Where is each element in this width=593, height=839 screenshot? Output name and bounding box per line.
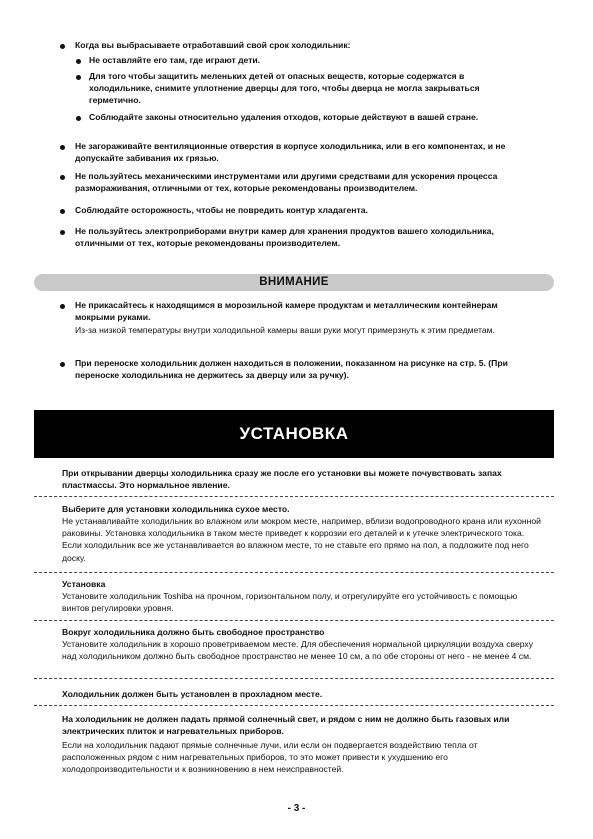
bullet-dot (60, 175, 65, 180)
warning-wet-hands: Не прикасайтесь к находящимся в морозильной камере продуктам и металлическим контейнерам мокрыми руками. (75, 300, 498, 323)
bullet-refrigerant: Соблюдайте осторожность, чтобы не повредить контур хладагента. (75, 205, 368, 215)
bullet-appliances: Не пользуйтесь электроприборами внутри камер для хранения продуктов вашего холодильника, отличными от тех, которые рекомендованы производителем. (75, 226, 494, 249)
install-dry-place-text: Не устанавливайте холодильник во влажном или мокром месте, например, вблизи водопроводного крана или кухонной раковины. Установка холодильника в таком месте приведет к коррозии его деталей и к утечке электрического тока. Если холодильник все же устанавливается во влажном месте, то не ставьте его прямо на пол, а подложите под него доску. (62, 516, 541, 563)
bullet-dot (60, 362, 65, 367)
bullet-dot (60, 304, 65, 309)
install-sunlight-text: Если на холодильник падают прямые солнечные лучи, или если он подвергается воздействию тепла от расположенных рядом с ним нагревательных приборов, то это может привести к ухудшению его холодопроизводительности и к возникновению в нем неисправностей. (62, 740, 478, 775)
installation-header (34, 410, 554, 458)
install-cool-place: Холодильник должен быть установлен в прохладном месте. (62, 689, 323, 699)
bullet-disposal: Когда вы выбрасываете отработавший свой срок холодильник: (75, 40, 351, 50)
sub-bullet-door-seal: Для того чтобы защитить меленьких детей от опасных веществ, которые содержатся в холодильнике, снимите уплотнение дверцы для того, чтобы дверца не могла закрываться герметично. (89, 71, 480, 106)
divider (34, 705, 554, 706)
divider (34, 620, 554, 621)
bullet-dot (76, 116, 81, 121)
bullet-ventilation: Не загораживайте вентиляционные отверстия в корпусе холодильника, или в его компонентах, и не допускайте забивания их грязью. (75, 141, 506, 164)
bullet-dot (60, 209, 65, 214)
divider (34, 678, 554, 679)
install-clearance-text: Установите холодильник в хорошо проветриваемом месте. Для обеспечения нормальной циркуляции воздуха сверху над холодильником должно быть свободное пространство не менее 10 см, а по обе стороны от него - не менее 4 см. (62, 639, 534, 662)
install-sunlight-heading: На холодильник не должен падать прямой солнечный свет, и рядом с ним не должно быть газовых или электрических плиток и нагревательных приборов. (62, 714, 510, 737)
warning-title: ВНИМАНИЕ (259, 276, 329, 288)
sub-bullet-children: Не оставляйте его там, где играют дети. (89, 55, 261, 65)
install-clearance-heading: Вокруг холодильника должно быть свободное пространство (62, 627, 325, 637)
sub-bullet-laws: Соблюдайте законы относительно удаления отходов, которые действуют в вашей стране. (89, 112, 479, 122)
page-number: - 3 - (287, 803, 306, 814)
installation-title: УСТАНОВКА (239, 424, 349, 443)
install-dry-place-heading: Выберите для установки холодильника сухое место. (62, 504, 290, 514)
install-level-text: Установите холодильник Toshiba на прочном, горизонтальном полу, и отрегулируйте его устойчивость с помощью винтов регулировки уровня. (62, 591, 518, 614)
install-plastic-smell: При открывании дверцы холодильника сразу же после его установки вы можете почувствовать запах пластмассы. Это нормальное явление. (62, 468, 502, 491)
bullet-defrost-tools: Не пользуйтесь механическими инструментами или другими средствами для ускорения процесса размораживания, отличными от тех, которые рекомендованы производителем. (75, 171, 498, 194)
divider (34, 496, 554, 497)
warning-transport: При переноске холодильник должен находиться в положении, показанном на рисунке на стр. 5. (При переноске холодильника не держитесь за дверцу или за ручку). (75, 358, 508, 381)
bullet-dot (60, 44, 65, 49)
bullet-dot (60, 145, 65, 150)
install-level-heading: Установка (62, 579, 106, 589)
divider (34, 572, 554, 573)
warning-wet-hands-note: Из-за низкой температуры внутри холодильной камеры ваши руки могут примерзнуть к этим предметам. (75, 325, 495, 335)
bullet-dot (76, 75, 81, 80)
warning-banner (34, 274, 554, 291)
bullet-dot (60, 230, 65, 235)
bullet-dot (76, 59, 81, 64)
